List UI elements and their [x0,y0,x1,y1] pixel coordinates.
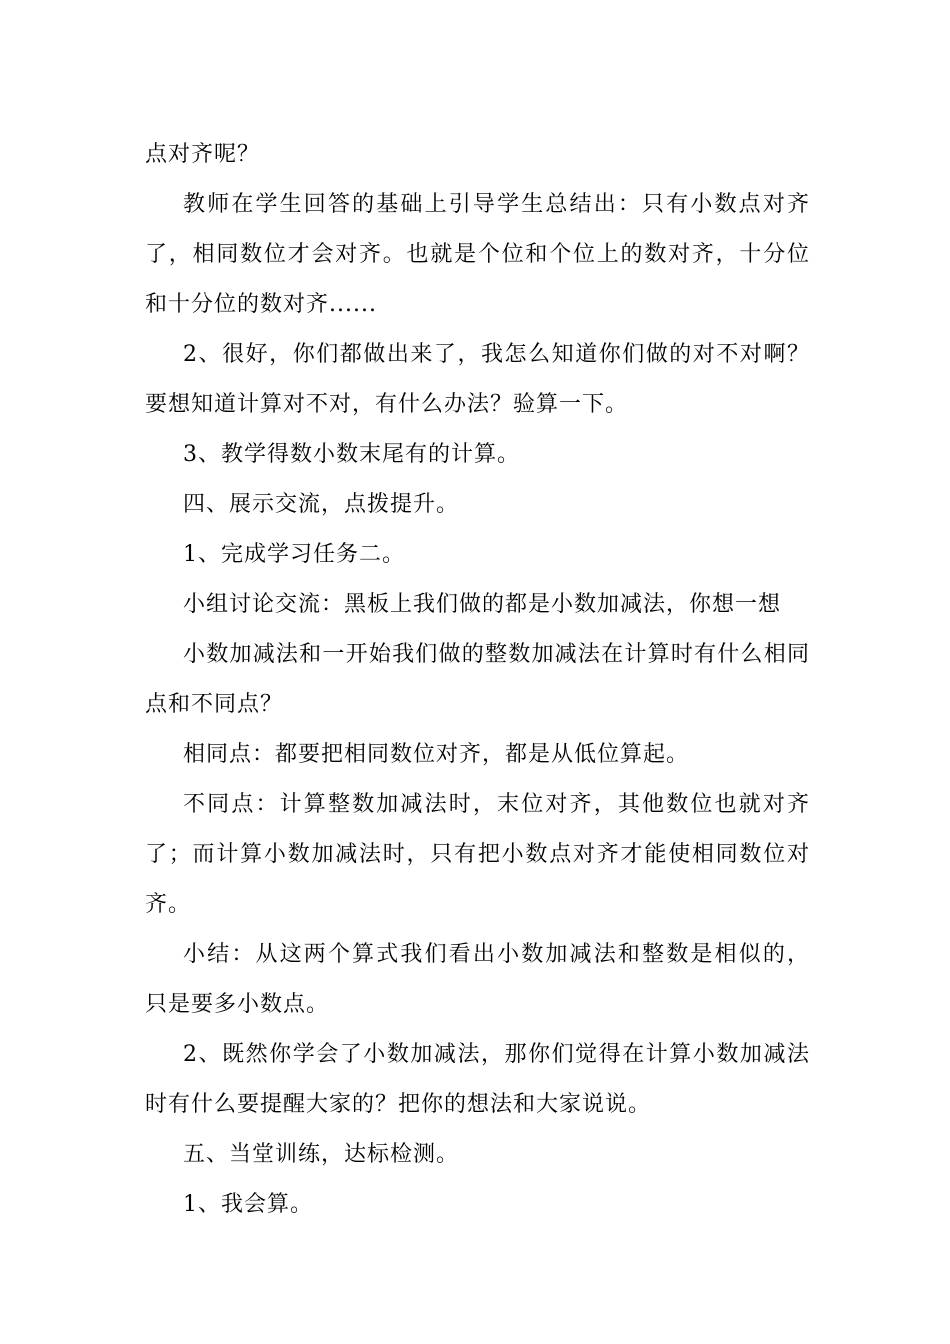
paragraph-exercise-one: 1、我会算。 [183,1192,313,1217]
paragraph-summary: 小结：从这两个算式我们看出小数加减法和整数是相似的， 只是要多小数点。 [145,942,810,1017]
paragraph-similarities: 相同点：都要把相同数位对齐，都是从低位算起。 [183,742,690,767]
paragraph-differences: 不同点：计算整数加减法时，末位对齐，其他数位也就对齐了；而计算小数加减法时，只有把小数点对齐才能使相同数位对齐。 [145,792,810,917]
section-heading-four: 四、展示交流，点拨提升。 [183,492,460,517]
paragraph-verification: 2、很好，你们都做出来了，我怎么知道你们做的对不对啊？要想知道计算对不对，有什么办法？验算一下。 [145,342,810,417]
paragraph-teacher-summary: 教师在学生回答的基础上引导学生总结出：只有小数点对齐了，相同数位才会对齐。也就是个位和个位上的数对齐，十分位和十分位的数对齐...... [145,192,810,317]
section-heading-five: 五、当堂训练，达标检测。 [183,1142,460,1167]
paragraph-continuation: 点对齐呢？ [145,142,261,167]
paragraph-trailing-zero: 3、教学得数小数末尾有的计算。 [183,442,520,467]
paragraph-reminders: 2、既然你学会了小数加减法，那你们觉得在计算小数加减法时有什么要提醒大家的？把你的想法和大家说说。 [145,1042,810,1117]
paragraph-group-discussion: 小组讨论交流：黑板上我们做的都是小数加减法，你想一想 [183,592,782,617]
document-page [145,130,810,1230]
paragraph-comparison-question: 小数加减法和一开始我们做的整数加减法在计算时有什么相同点和不同点？ [145,642,810,717]
paragraph-task-two: 1、完成学习任务二。 [183,542,405,567]
